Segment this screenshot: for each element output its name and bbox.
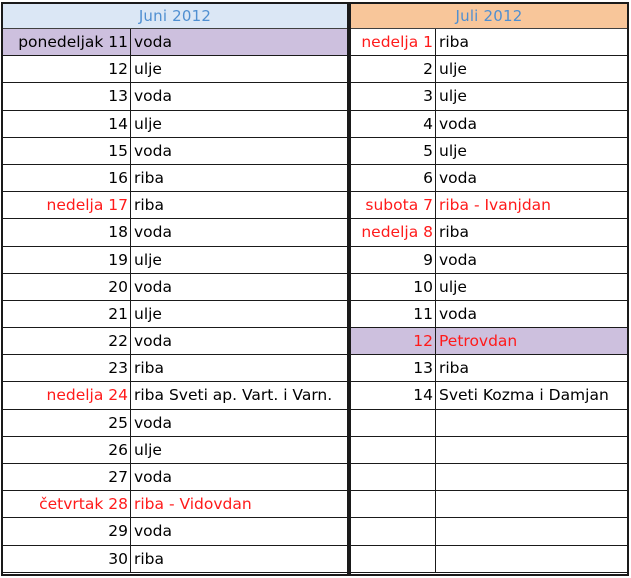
day-cell[interactable]: 16 bbox=[1, 165, 131, 192]
table-row bbox=[1, 518, 349, 545]
note-cell[interactable]: voda bbox=[131, 274, 349, 301]
note-cell[interactable]: Petrovdan bbox=[436, 328, 629, 355]
note-cell[interactable]: ulje bbox=[436, 56, 629, 83]
table-row bbox=[349, 546, 629, 573]
note-cell[interactable]: riba bbox=[131, 192, 349, 219]
table-row bbox=[349, 491, 629, 518]
note-cell[interactable]: riba bbox=[436, 219, 629, 246]
day-cell[interactable]: 21 bbox=[1, 301, 131, 328]
note-cell[interactable]: riba bbox=[131, 355, 349, 382]
day-cell[interactable] bbox=[349, 518, 436, 545]
note-cell[interactable]: Sveti Kozma i Damjan bbox=[436, 382, 629, 409]
day-cell[interactable]: 2 bbox=[349, 56, 436, 83]
note-cell[interactable]: ulje bbox=[436, 83, 629, 110]
day-cell[interactable]: četvrtak 28 bbox=[1, 491, 131, 518]
table-row bbox=[1, 382, 349, 409]
june-header: Juni 2012 bbox=[1, 2, 349, 29]
table-row bbox=[349, 410, 629, 437]
note-cell[interactable]: ulje bbox=[436, 138, 629, 165]
day-cell[interactable] bbox=[349, 464, 436, 491]
table-row bbox=[349, 247, 629, 274]
table-row bbox=[349, 328, 629, 355]
day-cell[interactable]: 29 bbox=[1, 518, 131, 545]
note-cell[interactable]: voda bbox=[436, 111, 629, 138]
note-cell[interactable]: voda bbox=[131, 83, 349, 110]
day-cell[interactable]: 11 bbox=[349, 301, 436, 328]
table-row bbox=[1, 546, 349, 573]
table-row bbox=[1, 83, 349, 110]
table-row bbox=[1, 464, 349, 491]
day-cell[interactable]: 19 bbox=[1, 247, 131, 274]
july-table bbox=[349, 29, 629, 573]
note-cell[interactable]: ulje bbox=[131, 247, 349, 274]
day-cell[interactable]: 6 bbox=[349, 165, 436, 192]
note-cell[interactable]: voda bbox=[131, 138, 349, 165]
note-cell[interactable] bbox=[436, 491, 629, 518]
note-cell[interactable]: voda bbox=[131, 219, 349, 246]
day-cell[interactable]: 3 bbox=[349, 83, 436, 110]
note-cell[interactable]: voda bbox=[436, 165, 629, 192]
table-row bbox=[349, 382, 629, 409]
june-table bbox=[1, 29, 349, 573]
day-cell[interactable]: 13 bbox=[349, 355, 436, 382]
table-row bbox=[349, 518, 629, 545]
table-row bbox=[349, 192, 629, 219]
table-row bbox=[349, 301, 629, 328]
day-cell[interactable]: nedelja 8 bbox=[349, 219, 436, 246]
table-row bbox=[1, 111, 349, 138]
table-row bbox=[1, 56, 349, 83]
day-cell[interactable]: ponedeljak 11 bbox=[1, 29, 131, 56]
day-cell[interactable]: nedelja 17 bbox=[1, 192, 131, 219]
day-cell[interactable]: 25 bbox=[1, 410, 131, 437]
day-cell[interactable]: nedelja 1 bbox=[349, 29, 436, 56]
table-row bbox=[1, 328, 349, 355]
july-header: Juli 2012 bbox=[349, 2, 629, 29]
day-cell[interactable]: nedelja 24 bbox=[1, 382, 131, 409]
day-cell[interactable]: 22 bbox=[1, 328, 131, 355]
table-row bbox=[349, 29, 629, 56]
table-row bbox=[1, 301, 349, 328]
note-cell[interactable]: ulje bbox=[131, 111, 349, 138]
note-cell[interactable]: voda bbox=[131, 328, 349, 355]
day-cell[interactable]: 12 bbox=[349, 328, 436, 355]
note-cell[interactable] bbox=[436, 464, 629, 491]
table-row bbox=[349, 464, 629, 491]
table-row bbox=[1, 491, 349, 518]
day-cell[interactable]: 4 bbox=[349, 111, 436, 138]
day-cell[interactable] bbox=[349, 491, 436, 518]
table-row bbox=[349, 83, 629, 110]
table-row bbox=[349, 138, 629, 165]
table-row bbox=[1, 410, 349, 437]
day-cell[interactable]: 15 bbox=[1, 138, 131, 165]
note-cell[interactable] bbox=[436, 410, 629, 437]
note-cell[interactable]: ulje bbox=[436, 274, 629, 301]
table-row bbox=[349, 355, 629, 382]
day-cell[interactable] bbox=[349, 437, 436, 464]
note-cell[interactable]: riba bbox=[131, 165, 349, 192]
table-row bbox=[1, 355, 349, 382]
table-row bbox=[1, 274, 349, 301]
note-cell[interactable] bbox=[436, 546, 629, 573]
note-cell[interactable] bbox=[436, 518, 629, 545]
note-cell[interactable]: riba bbox=[436, 355, 629, 382]
note-cell[interactable]: voda bbox=[131, 464, 349, 491]
day-cell[interactable]: 20 bbox=[1, 274, 131, 301]
day-cell[interactable]: subota 7 bbox=[349, 192, 436, 219]
note-cell[interactable]: voda bbox=[131, 518, 349, 545]
day-cell[interactable]: 13 bbox=[1, 83, 131, 110]
day-cell[interactable]: 26 bbox=[1, 437, 131, 464]
table-row bbox=[1, 138, 349, 165]
day-cell[interactable]: 5 bbox=[349, 138, 436, 165]
note-cell[interactable]: voda bbox=[436, 301, 629, 328]
day-cell[interactable]: 30 bbox=[1, 546, 131, 573]
table-row bbox=[1, 29, 349, 56]
table-row bbox=[1, 165, 349, 192]
table-row bbox=[1, 192, 349, 219]
day-cell[interactable]: 10 bbox=[349, 274, 436, 301]
note-cell[interactable]: ulje bbox=[131, 437, 349, 464]
note-cell[interactable] bbox=[436, 437, 629, 464]
table-row bbox=[349, 219, 629, 246]
note-cell[interactable]: riba - Ivanjdan bbox=[436, 192, 629, 219]
table-row bbox=[349, 274, 629, 301]
day-cell[interactable]: 14 bbox=[1, 111, 131, 138]
table-row bbox=[349, 56, 629, 83]
note-cell[interactable]: riba bbox=[131, 546, 349, 573]
note-cell[interactable]: voda bbox=[131, 410, 349, 437]
day-cell[interactable]: 18 bbox=[1, 219, 131, 246]
table-row bbox=[349, 111, 629, 138]
day-cell[interactable] bbox=[349, 410, 436, 437]
note-cell[interactable]: ulje bbox=[131, 301, 349, 328]
table-row bbox=[1, 437, 349, 464]
table-row bbox=[349, 165, 629, 192]
day-cell[interactable]: 12 bbox=[1, 56, 131, 83]
note-cell[interactable]: riba - Vidovdan bbox=[131, 491, 349, 518]
note-cell[interactable]: voda bbox=[436, 247, 629, 274]
note-cell[interactable]: voda bbox=[131, 29, 349, 56]
table-row bbox=[1, 247, 349, 274]
note-cell[interactable]: riba Sveti ap. Vart. i Varn. bbox=[131, 382, 349, 409]
day-cell[interactable]: 27 bbox=[1, 464, 131, 491]
day-cell[interactable]: 9 bbox=[349, 247, 436, 274]
table-row bbox=[349, 437, 629, 464]
note-cell[interactable]: riba bbox=[436, 29, 629, 56]
day-cell[interactable]: 14 bbox=[349, 382, 436, 409]
note-cell[interactable]: ulje bbox=[131, 56, 349, 83]
table-row bbox=[1, 219, 349, 246]
day-cell[interactable] bbox=[349, 546, 436, 573]
day-cell[interactable]: 23 bbox=[1, 355, 131, 382]
